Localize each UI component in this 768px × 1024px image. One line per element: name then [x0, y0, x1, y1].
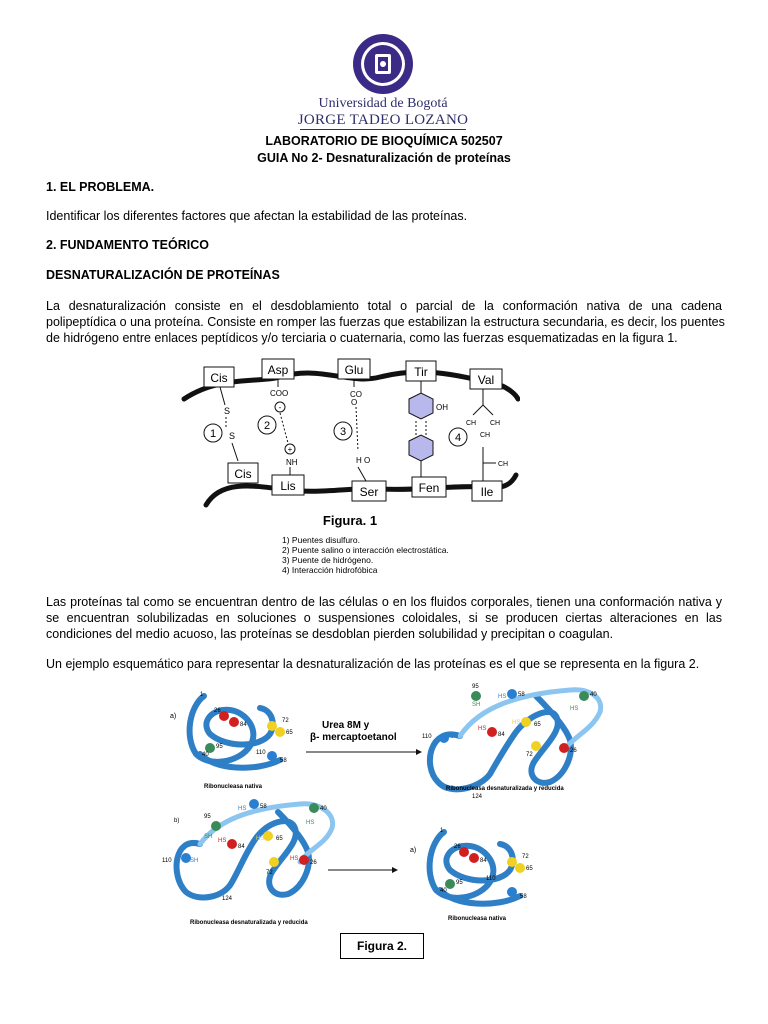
native-ribonuclease-a [170, 692, 293, 790]
fig2-label: a) [170, 713, 177, 720]
hs-label: HS [570, 706, 579, 712]
sh-label: SH [472, 702, 481, 708]
residue-box-glu [338, 359, 370, 379]
methyl-label: CH [490, 420, 501, 427]
residue-bead-green [211, 821, 221, 831]
residue-bead-yellow [515, 863, 525, 873]
residue-number: 124 [472, 794, 483, 800]
residue-number: 110 [162, 858, 172, 864]
residue-label: Ile [480, 485, 494, 499]
residue-number: 40 [202, 752, 209, 758]
residue-bead-yellow [263, 831, 273, 841]
residue-number: 40 [590, 692, 597, 698]
methyl-label: CH [498, 461, 509, 468]
residue-number: 72 [522, 854, 529, 860]
paragraph-line: Las proteínas tal como se encuentran dentro de las células o en los fluidos corporales, tienen una conformación nativa y [46, 595, 722, 609]
residue-bead-yellow [521, 717, 531, 727]
legend-item: 3) Puente de hidrógeno. [282, 555, 374, 565]
residue-number: 84 [480, 858, 487, 864]
residue-box-cis-bottom [228, 463, 258, 483]
residue-number: 26 [214, 708, 221, 714]
hs-label: HS [256, 836, 265, 842]
paragraph-line: condiciones del medio acuoso, las proteínas se desdoblan pierden solubilidad y precipitan o coagulan. [46, 627, 614, 641]
residue-bead-green [309, 803, 319, 813]
residue-number: 84 [498, 732, 505, 738]
native-label: Ribonucleasa nativa [204, 784, 263, 790]
residue-number: 110 [422, 734, 432, 740]
hydroxyl-label: OH [436, 403, 448, 412]
paragraph-line: de hidrógeno entre enlaces peptídicos y/o terciaria o cuaternaria, como las fuerzas esquematizadas en la figura 1. [46, 331, 678, 345]
paragraph-line: se encuentran solubilizadas en soluciones o suspensiones coloidales, si se producen ciertas alteraciones en las [46, 611, 722, 625]
denatured-label: Ribonucleasa desnaturalizada y reducida [190, 920, 308, 926]
university-name-line1: Universidad de Bogotá [318, 96, 448, 111]
minus-charge: - [278, 403, 282, 412]
residue-label: Lis [280, 479, 296, 493]
legend-item: 2) Puente salino o interacción electrostática. [282, 545, 449, 555]
residue-bead-blue [507, 887, 517, 897]
residue-number: 58 [260, 804, 267, 810]
residue-number: 72 [282, 718, 289, 724]
residue-number: 84 [240, 722, 247, 728]
reagent-line: Urea 8M y [322, 720, 370, 731]
hs-label: HS [512, 720, 521, 726]
residue-number: 110 [256, 750, 266, 756]
residue-bead-yellow [507, 857, 517, 867]
residue-number: 72 [526, 752, 533, 758]
residue-number: 95 [456, 880, 463, 886]
residue-number: 58 [280, 758, 287, 764]
residue-label: Glu [344, 363, 364, 377]
residue-bead-yellow [275, 727, 285, 737]
residue-box-tir [406, 361, 436, 381]
residue-bead-green [471, 691, 481, 701]
residue-number: 110 [486, 876, 496, 882]
residue-bead-red [227, 839, 237, 849]
residue-bead-yellow [269, 857, 279, 867]
university-name-line2: JORGE TADEO LOZANO [297, 112, 469, 128]
figure-2-diagram [160, 676, 620, 930]
residue-number: 40 [320, 806, 327, 812]
document-title: LABORATORIO DE BIOQUÍMICA 502507 [265, 134, 503, 148]
residue-bead-blue [439, 733, 449, 743]
residue-number: 58 [520, 894, 527, 900]
figure-1-legend [282, 535, 449, 575]
residue-box-cis-top [204, 367, 234, 387]
residue-label: Fen [418, 481, 440, 495]
hs-label: HS [290, 856, 299, 862]
interaction-number: 4 [454, 432, 462, 444]
plus-charge: + [287, 445, 293, 454]
residue-label: Cis [234, 467, 252, 481]
residue-number: 72 [266, 870, 273, 876]
residue-bead-red [229, 717, 239, 727]
paragraph-native-conformation [46, 594, 722, 642]
residue-bead-red [487, 727, 497, 737]
fig2-label: b) [174, 818, 180, 824]
denatured-ribonuclease-bottom [162, 799, 333, 926]
residue-number: 26 [570, 748, 577, 754]
residue-number: 65 [534, 722, 541, 728]
hs-label: HS [498, 694, 507, 700]
residue-number: 65 [526, 866, 533, 872]
denatured-ribonuclease-top [422, 684, 601, 800]
sulfur-label: S [224, 406, 231, 416]
paragraph-definition [46, 298, 725, 346]
interaction-number: 1 [209, 428, 217, 440]
hs-label: HS [306, 820, 315, 826]
figure-2-caption: Figura 2. [340, 933, 424, 959]
methyl-label: CH [466, 420, 477, 427]
section-heading-theory: 2. FUNDAMENTO TEÓRICO [46, 238, 209, 252]
residue-number: 95 [472, 684, 479, 690]
fig2-label: a) [410, 847, 417, 854]
reagent-line: β- mercaptoetanol [310, 732, 397, 743]
residue-box-fen [412, 477, 446, 497]
residue-label: Tir [414, 365, 428, 379]
residue-box-lis [272, 475, 304, 495]
document-subtitle: GUIA No 2- Desnaturalización de proteínas [257, 151, 511, 165]
residue-number: 58 [518, 692, 525, 698]
oxygen-label: O [351, 398, 358, 407]
residue-number: 26 [454, 844, 461, 850]
residue-box-ser [352, 481, 386, 501]
figure-1-diagram [180, 355, 520, 530]
residue-number: 95 [216, 744, 223, 750]
residue-label: Val [477, 373, 495, 387]
residue-number: 1 [440, 828, 444, 834]
residue-label: Asp [267, 363, 289, 377]
native-label: Ribonucleasa nativa [448, 916, 507, 922]
figure-1-caption: Figura. 1 [322, 513, 378, 528]
section-heading-problem: 1. EL PROBLEMA. [46, 180, 155, 194]
legend-item: 1) Puentes disulfuro. [282, 535, 360, 545]
residue-bead-red [299, 855, 309, 865]
denatured-label: Ribonucleasa desnaturalizada y reducida [446, 786, 564, 792]
native-ribonuclease-b [410, 828, 533, 922]
legend-item: 4) Interacción hidrofóbica [282, 565, 378, 575]
carboxylate-label: COO [270, 389, 289, 398]
interaction-number: 3 [339, 426, 347, 438]
sh-label: SH [450, 734, 459, 740]
interaction-number: 2 [263, 420, 271, 432]
residue-label: Cis [210, 371, 228, 385]
residue-number: 124 [222, 896, 233, 902]
section-text-problem: Identificar los diferentes factores que afectan la estabilidad de las proteínas. [46, 209, 468, 223]
sh-label: SH [190, 858, 199, 864]
residue-bead-green [579, 691, 589, 701]
residue-number: 26 [310, 860, 317, 866]
residue-number: 40 [440, 888, 447, 894]
residue-bead-red [469, 853, 479, 863]
hs-label: HS [238, 806, 247, 812]
hs-label: HS [478, 726, 487, 732]
ammonium-label: NH [286, 458, 298, 467]
residue-bead-blue [507, 689, 517, 699]
paragraph-example: Un ejemplo esquemático para representar la desnaturalización de las proteínas es el que se representa en la figura 2. [46, 657, 700, 671]
paragraph-line: La desnaturalización consiste en el desdoblamiento total o parcial de la conformación nativa de una cadena [46, 299, 722, 313]
residue-bead-yellow [267, 721, 277, 731]
residue-bead-yellow [531, 741, 541, 751]
sh-label: SH [204, 834, 213, 840]
residue-number: 1 [200, 692, 204, 698]
section-subheading-denaturation: DESNATURALIZACIÓN DE PROTEÍNAS [46, 268, 280, 282]
residue-number: 95 [204, 814, 211, 820]
residue-bead-blue [249, 799, 259, 809]
methyl-label: CH [480, 432, 491, 439]
residue-box-val [470, 369, 502, 389]
residue-number: 65 [286, 730, 293, 736]
residue-bead-blue [267, 751, 277, 761]
hs-label: HS [218, 838, 227, 844]
residue-number: 65 [276, 836, 283, 842]
logo-divider [300, 129, 466, 130]
residue-box-asp [262, 359, 294, 379]
residue-number: 84 [238, 844, 245, 850]
residue-label: Ser [359, 485, 379, 499]
residue-bead-red [559, 743, 569, 753]
sulfur-label: S [229, 431, 236, 441]
residue-box-ile [472, 481, 502, 501]
hydroxyl-label: H O [356, 456, 371, 465]
carbonyl-label: CO [350, 390, 362, 399]
paragraph-line: polipeptídica o una proteína. Consiste en romper las fuerzas que estabilizan la estructura secundaria, es decir, los puentes [46, 315, 725, 329]
